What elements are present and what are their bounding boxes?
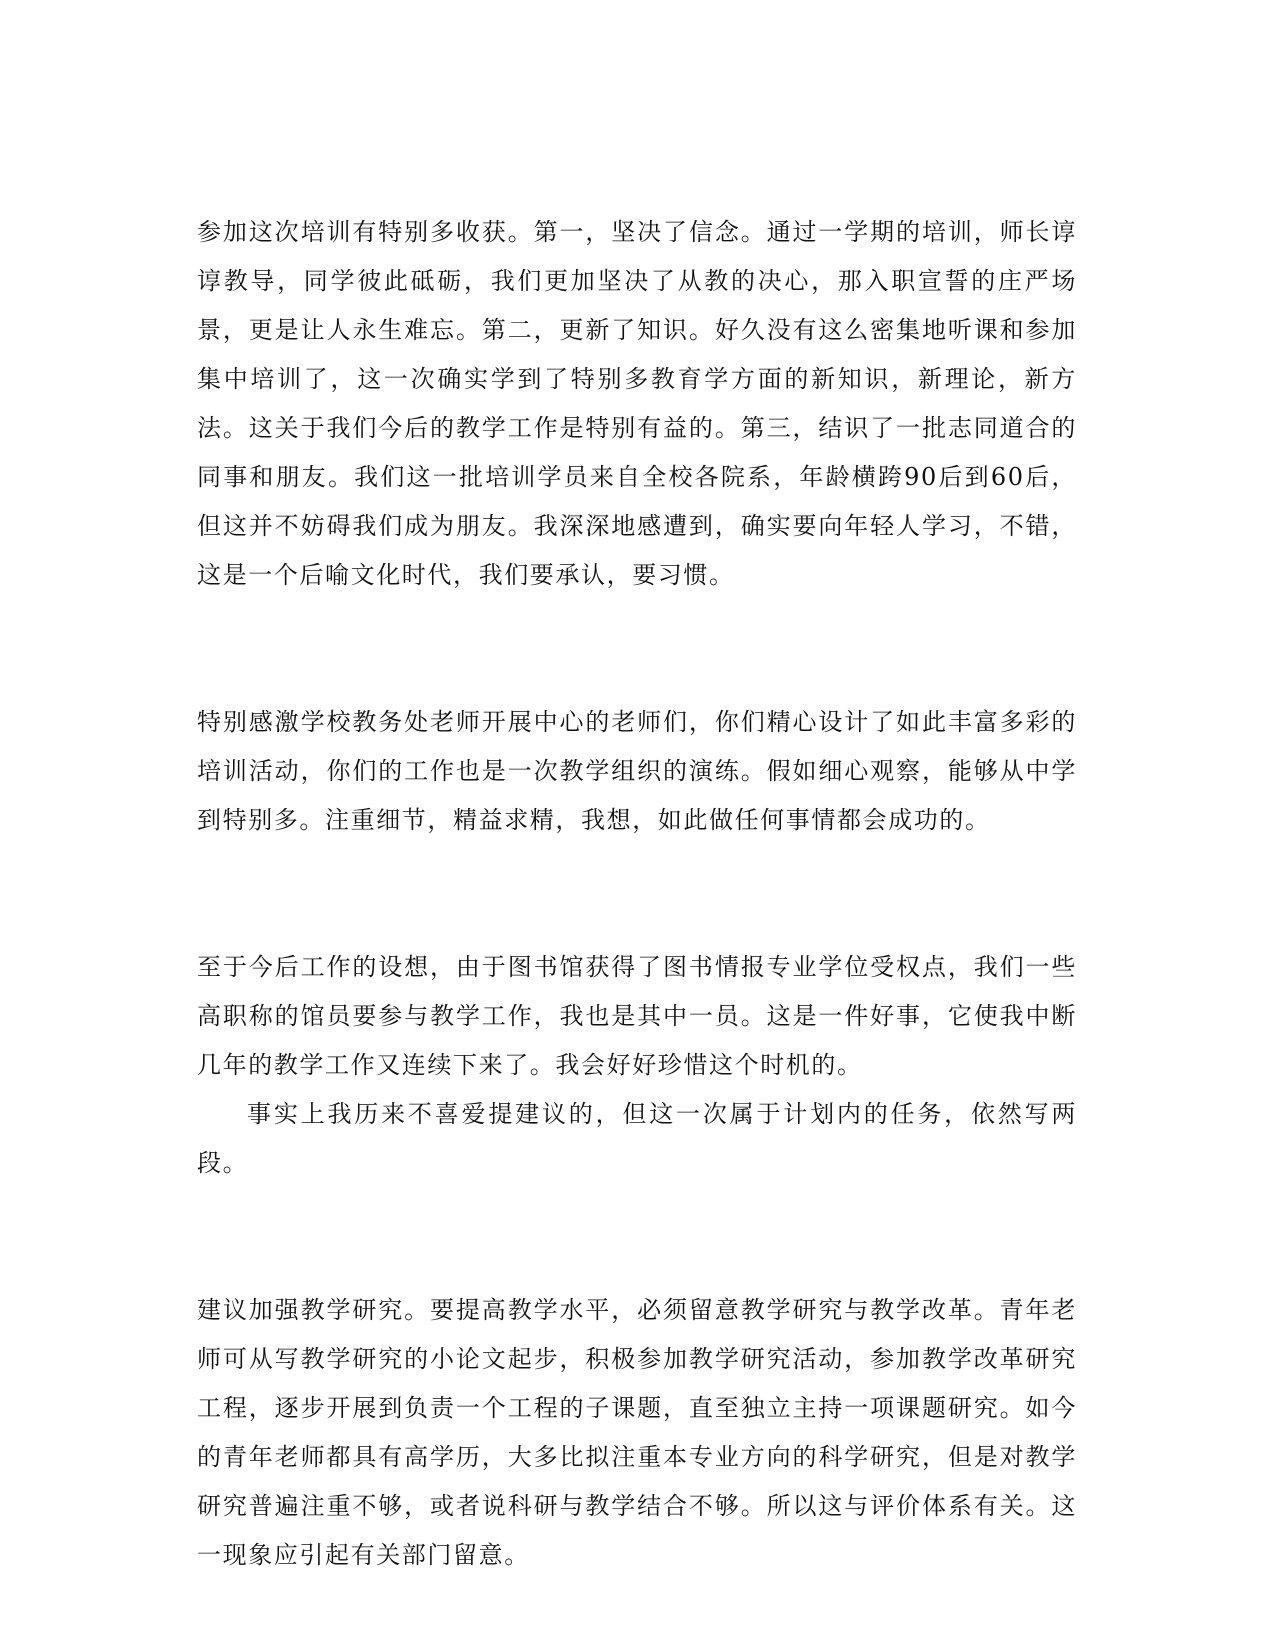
document-body	[197, 208, 1077, 1580]
paragraph-suggestion-research: 建议加强教学研究。要提高教学水平，必须留意教学研究与教学改革。青年老师可从写教学研究的小论文起步，积极参加教学研究活动，参加教学改革研究工程，逐步开展到负责一个工程的子课题，直至独立主持一项课题研究。如今的青年老师都具有高学历，大多比拟注重本专业方向的科学研究，但是对教学研究普遍注重不够，或者说科研与教学结合不够。所以这与评价体系有关。这一现象应引起有关部门留意。	[197, 1296, 1077, 1569]
paragraph-thanks: 特别感激学校教务处老师开展中心的老师们，你们精心设计了如此丰富多彩的培训活动，你们的工作也是一次教学组织的演练。假如细心观察，能够从中学到特别多。注重细节，精益求精，我想，如此做任何事情都会成功的。	[197, 708, 1077, 834]
paragraph-training-gains: 参加这次培训有特别多收获。第一，坚决了信念。通过一学期的培训，师长谆谆教导，同学彼此砥砺，我们更加坚决了从教的决心，那入职宣誓的庄严场景，更是让人永生难忘。第二，更新了知识。好久没有这么密集地听课和参加集中培训了，这一次确实学到了特别多教育学方面的新知识，新理论，新方法。这关于我们今后的教学工作是特别有益的。第三，结识了一批志同道合的同事和朋友。我们这一批培训学员来自全校各院系，年龄横跨90后到60后，但这并不妨碍我们成为朋友。我深深地感遭到，确实要向年轻人学习，不错，这是一个后喻文化时代，我们要承认，要习惯。	[197, 218, 1077, 589]
paragraph-suggestion-intro: 事实上我历来不喜爱提建议的，但这一次属于计划内的任务，依然写两段。	[197, 1100, 1077, 1177]
paragraph-future-plans: 至于今后工作的设想，由于图书馆获得了图书情报专业学位受权点，我们一些高职称的馆员要参与教学工作，我也是其中一员。这是一件好事，它使我中断几年的教学工作又连续下来了。我会好好珍惜这个时机的。	[197, 953, 1077, 1079]
